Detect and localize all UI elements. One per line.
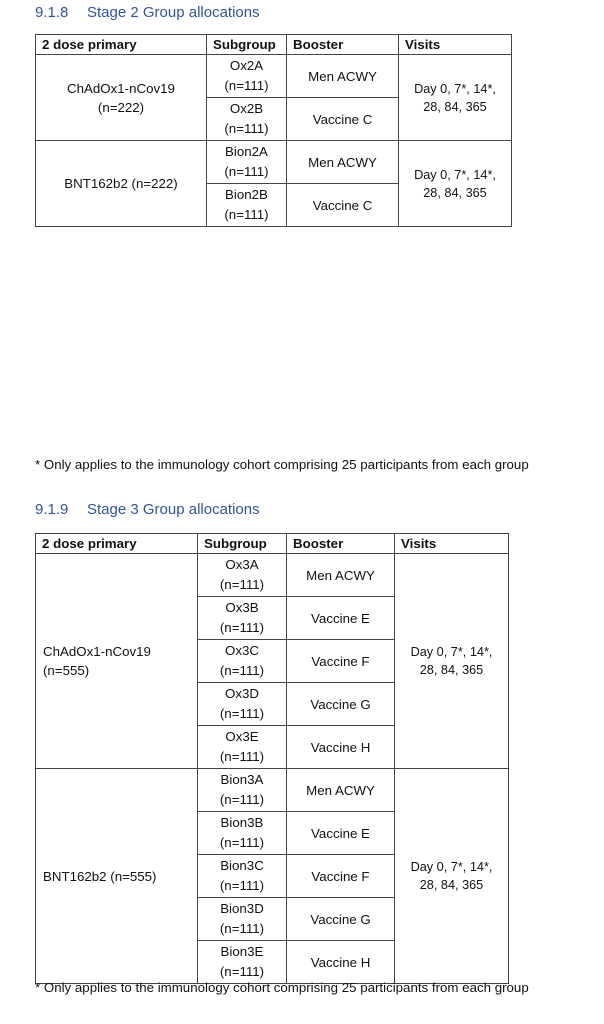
booster-cell: Men ACWY [287, 769, 395, 812]
booster-cell: Vaccine H [287, 941, 395, 984]
subgroup-name: Bion3E [220, 944, 264, 959]
subgroup-cell [207, 184, 287, 227]
subgroup-name: Ox3C [225, 643, 259, 658]
subgroup-name: Ox3A [225, 557, 259, 572]
subgroup-name: Bion3A [220, 772, 264, 787]
stage2-allocation-table [35, 34, 512, 227]
booster-cell: Vaccine F [287, 855, 395, 898]
subgroup-name: Bion3B [220, 815, 264, 830]
subgroup-cell [207, 98, 287, 141]
subgroup-name: Ox3E [225, 729, 259, 744]
subgroup-name: Bion2B [225, 187, 268, 202]
subgroup-cell [207, 55, 287, 98]
primary-count: (n=555) [43, 663, 90, 678]
visits-line: Day 0, 7*, 14*, [414, 167, 496, 182]
booster-cell: Vaccine H [287, 726, 395, 769]
visits-line: 28, 84, 365 [423, 185, 487, 200]
header-visits: Visits [395, 534, 509, 554]
footnote: * Only applies to the immunology cohort comprising 25 participants from each group [35, 980, 529, 995]
table-row [36, 554, 509, 597]
subgroup-cell [198, 554, 287, 597]
booster-cell: Men ACWY [287, 55, 399, 98]
booster-cell: Vaccine E [287, 812, 395, 855]
subgroup-cell [198, 683, 287, 726]
subgroup-name: Ox2B [229, 101, 264, 116]
subgroup-cell [198, 769, 287, 812]
stage3-heading-title: Stage 3 Group allocations [87, 501, 260, 518]
booster-cell: Vaccine C [287, 184, 399, 227]
subgroup-count: (n=111) [219, 663, 265, 678]
table-row [36, 141, 512, 184]
primary-cell [36, 141, 207, 227]
primary-cell [36, 769, 198, 984]
booster-cell: Vaccine G [287, 898, 395, 941]
header-primary: 2 dose primary [36, 534, 198, 554]
subgroup-count: (n=111) [219, 620, 265, 635]
subgroup-cell [198, 812, 287, 855]
booster-cell: Men ACWY [287, 141, 399, 184]
subgroup-cell [198, 640, 287, 683]
header-subgroup: Subgroup [207, 35, 287, 55]
primary-cell [36, 55, 207, 141]
subgroup-name: Ox3D [225, 686, 259, 701]
booster-cell: Men ACWY [287, 554, 395, 597]
subgroup-count: (n=111) [219, 878, 265, 893]
subgroup-cell [198, 597, 287, 640]
header-booster: Booster [287, 35, 399, 55]
footnote: * Only applies to the immunology cohort comprising 25 participants from each group [35, 457, 529, 472]
primary-label: BNT162b2 (n=222) [64, 176, 178, 191]
subgroup-count: (n=111) [219, 577, 265, 592]
subgroup-count: (n=111) [224, 121, 269, 136]
table-row [36, 769, 509, 812]
stage3-allocation-table [35, 533, 509, 984]
subgroup-cell [198, 855, 287, 898]
stage3-header-row [36, 534, 509, 554]
primary-label: BNT162b2 (n=555) [43, 868, 157, 884]
subgroup-count: (n=111) [224, 207, 269, 222]
subgroup-count: (n=111) [219, 792, 265, 807]
subgroup-count: (n=111) [219, 921, 265, 936]
header-booster: Booster [287, 534, 395, 554]
subgroup-name: Ox2A [229, 58, 264, 73]
visits-line: Day 0, 7*, 14*, [414, 81, 496, 96]
visits-line: 28, 84, 365 [423, 99, 487, 114]
visits-line: 28, 84, 365 [419, 878, 484, 892]
visits-cell [395, 769, 509, 984]
subgroup-count: (n=111) [224, 78, 269, 93]
stage2-header-row [36, 35, 512, 55]
primary-label: ChAdOx1-nCov19 [67, 80, 175, 96]
visits-cell [399, 55, 512, 141]
subgroup-count: (n=111) [219, 835, 265, 850]
subgroup-name: Ox3B [225, 600, 259, 615]
booster-cell: Vaccine C [287, 98, 399, 141]
subgroup-count: (n=111) [219, 706, 265, 721]
subgroup-count: (n=111) [219, 964, 265, 979]
subgroup-name: Bion3C [220, 858, 264, 873]
stage3-heading-number: 9.1.9 [35, 501, 69, 518]
header-subgroup: Subgroup [198, 534, 287, 554]
visits-cell [395, 554, 509, 769]
header-visits: Visits [399, 35, 512, 55]
primary-count: (n=222) [97, 99, 145, 115]
subgroup-cell [207, 141, 287, 184]
visits-line: Day 0, 7*, 14*, [410, 860, 493, 874]
visits-cell [399, 141, 512, 227]
primary-label: ChAdOx1-nCov19 [43, 644, 151, 659]
visits-line: Day 0, 7*, 14*, [410, 645, 493, 659]
booster-cell: Vaccine F [287, 640, 395, 683]
subgroup-count: (n=111) [224, 164, 269, 179]
stage3-heading [35, 501, 260, 518]
visits-line: 28, 84, 365 [419, 663, 484, 677]
subgroup-name: Bion2A [225, 144, 268, 159]
stage2-heading-number: 9.1.8 [35, 4, 69, 21]
subgroup-count: (n=111) [219, 749, 265, 764]
booster-cell: Vaccine G [287, 683, 395, 726]
subgroup-cell [198, 941, 287, 984]
stage2-heading-title: Stage 2 Group allocations [87, 4, 260, 21]
subgroup-cell [198, 898, 287, 941]
stage2-heading [35, 4, 260, 21]
subgroup-name: Bion3D [220, 901, 264, 916]
table-row [36, 55, 512, 98]
booster-cell: Vaccine E [287, 597, 395, 640]
primary-cell [36, 554, 198, 769]
header-primary: 2 dose primary [36, 35, 207, 55]
subgroup-cell [198, 726, 287, 769]
